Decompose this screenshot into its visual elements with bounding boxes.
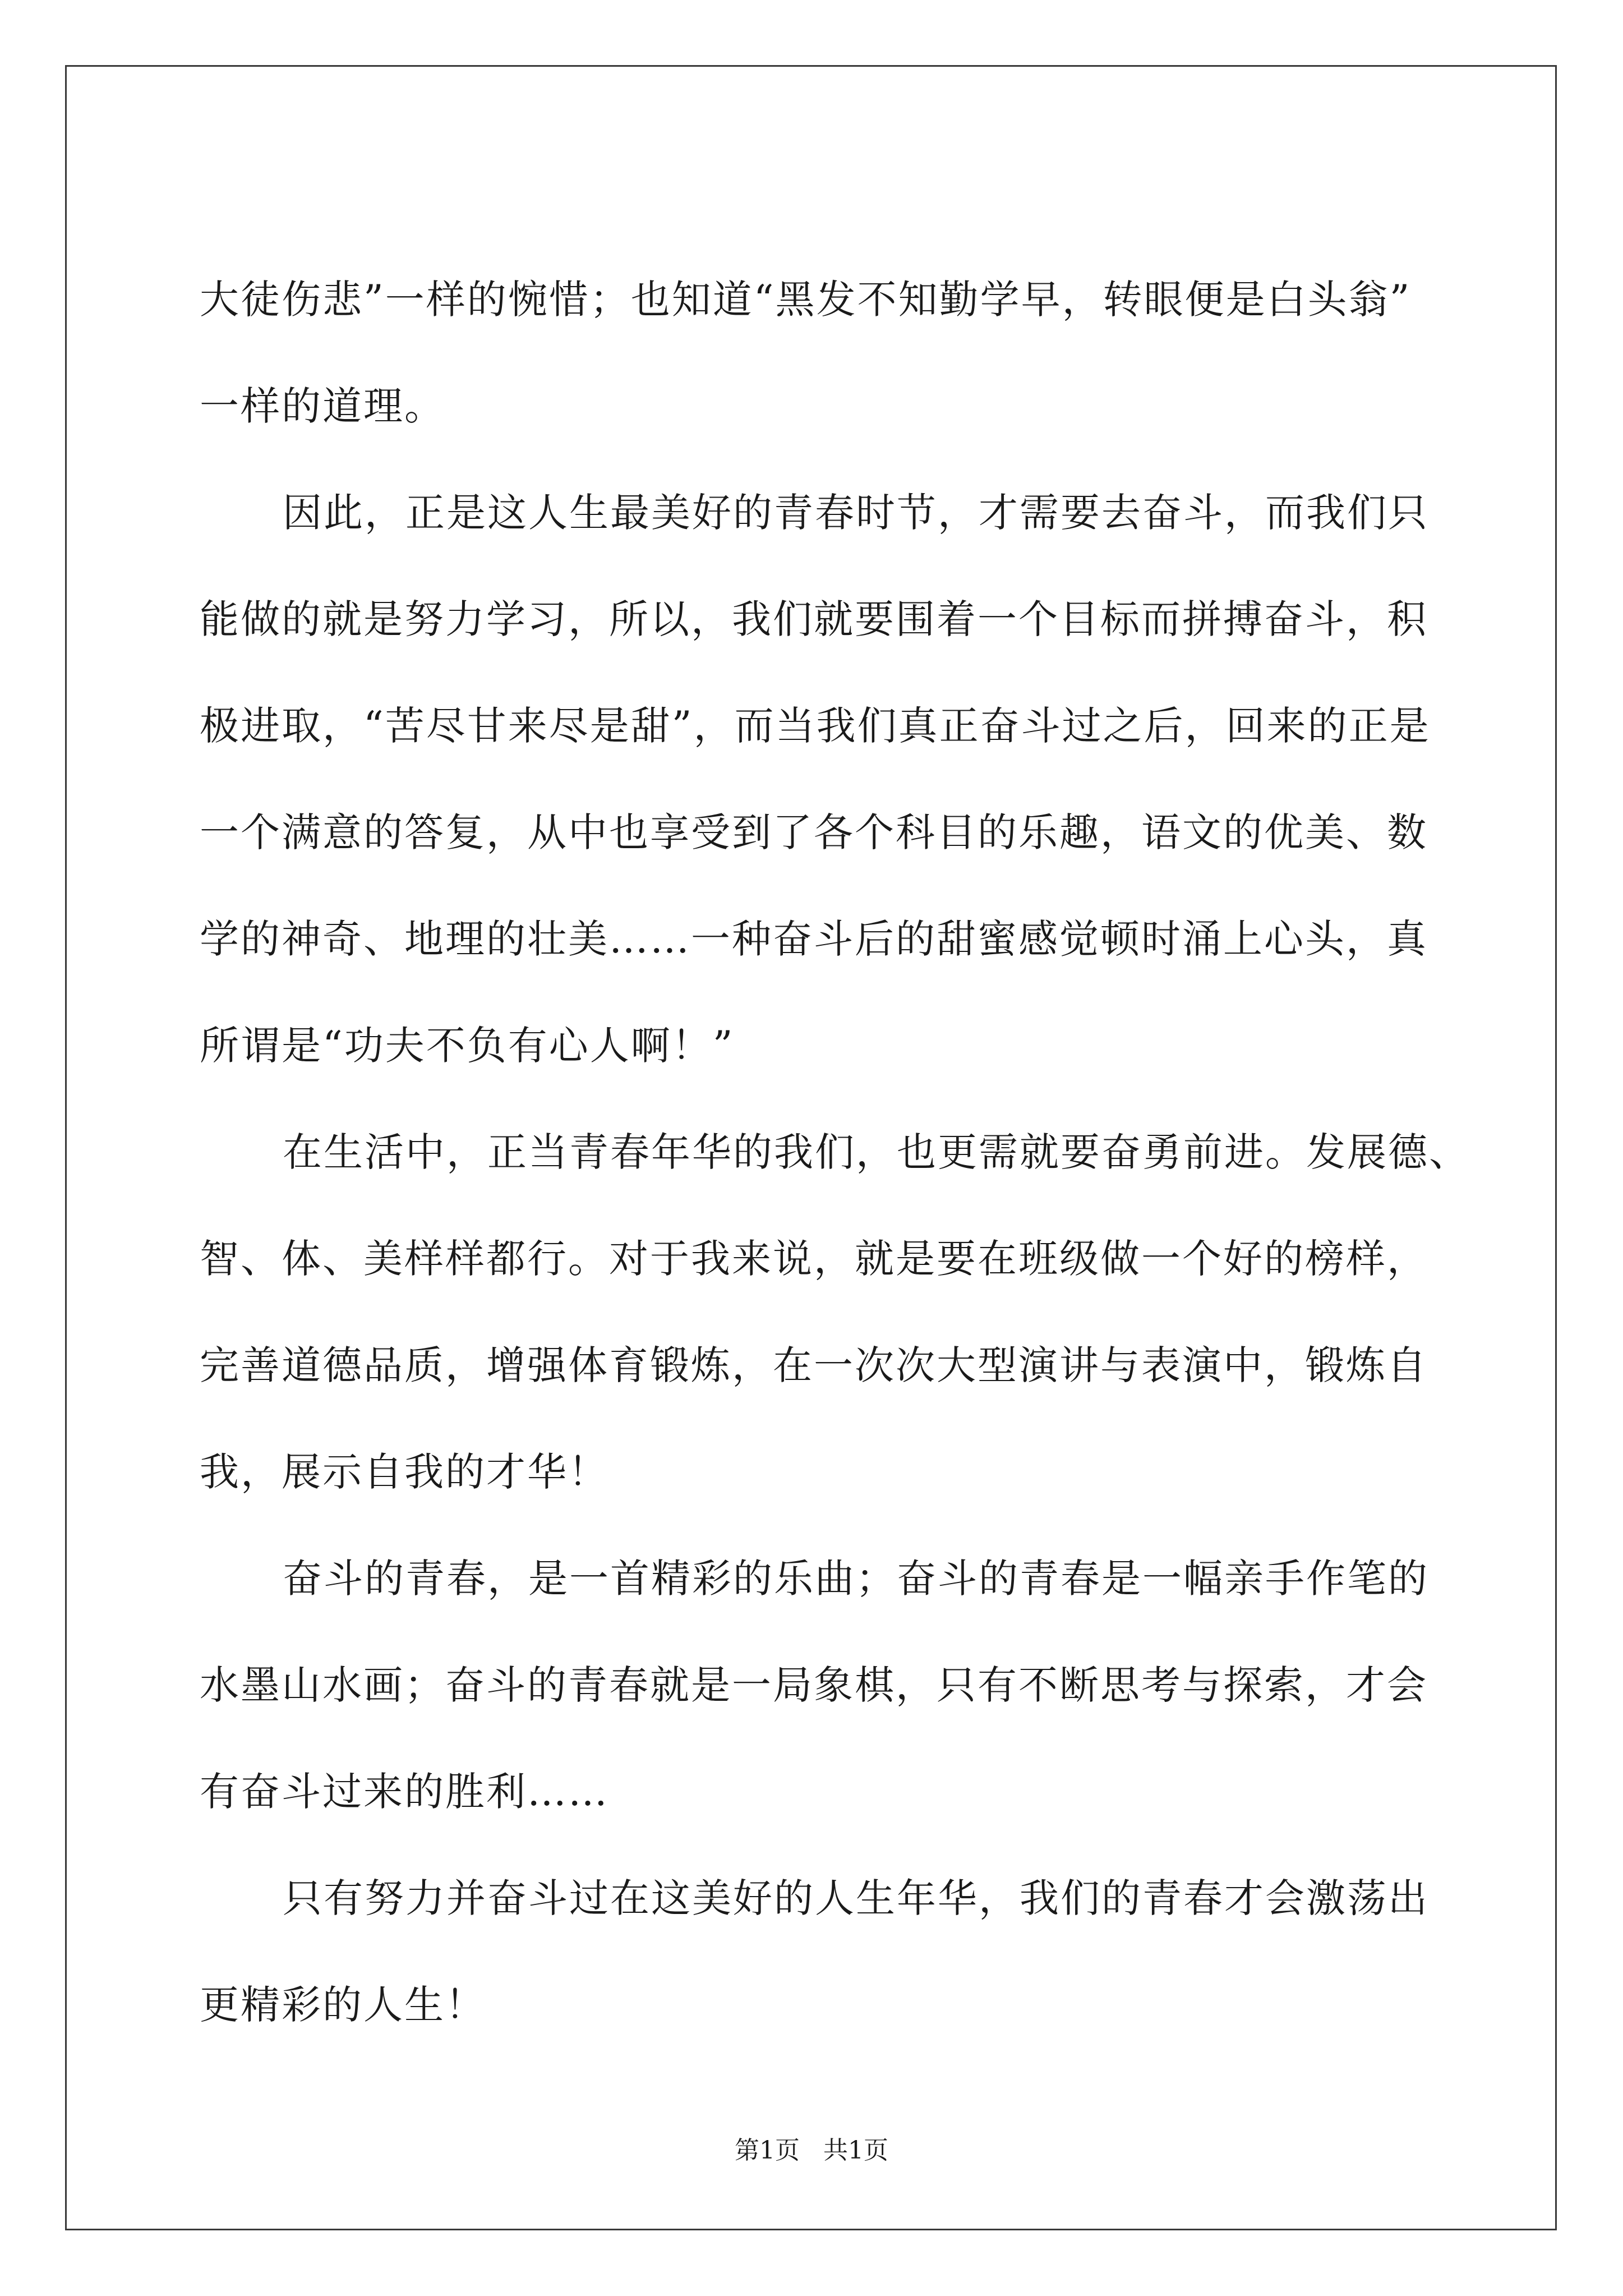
text-line: 完善道德品质，增强体育锻炼，在一次次大型演讲与表演中，锻炼自: [200, 1342, 1428, 1388]
text-line: 有奋斗过来的胜利……: [200, 1769, 609, 1815]
text-line: 能做的就是努力学习，所以，我们就要围着一个目标而拼搏奋斗，积: [200, 596, 1428, 642]
text-line: 大徒伤悲”一样的惋惜；也知道“黑发不知勤学早，转眼便是白头翁”: [200, 277, 1412, 323]
page-number: 第1页: [735, 2136, 800, 2165]
page-total: 共1页: [823, 2136, 888, 2165]
paragraph-first-line: 在生活中，正当青春年华的我们，也更需就要奋勇前进。发展德、: [283, 1129, 1470, 1175]
text-line: 学的神奇、地理的壮美……一种奋斗后的甜蜜感觉顿时涌上心头，真: [200, 916, 1428, 962]
text-line: 水墨山水画；奋斗的青春就是一局象棋，只有不断思考与探索，才会: [200, 1662, 1428, 1708]
text-line: 一样的道理。: [200, 383, 445, 429]
page-frame: [65, 65, 1557, 2230]
text-line: 一个满意的答复，从中也享受到了各个科目的乐趣，语文的优美、数: [200, 809, 1428, 855]
text-line: 更精彩的人生！: [200, 1982, 486, 2028]
paragraph-first-line: 奋斗的青春，是一首精彩的乐曲；奋斗的青春是一幅亲手作笔的: [283, 1556, 1429, 1602]
paragraph-first-line: 因此，正是这人生最美好的青春时节，才需要去奋斗，而我们只: [283, 490, 1429, 536]
text-line: 所谓是“功夫不负有心人啊！”: [200, 1023, 735, 1069]
paragraph-first-line: 只有努力并奋斗过在这美好的人生年华，我们的青春才会激荡出: [283, 1875, 1429, 1921]
text-line: 极进取，“苦尽甘来尽是甜”，而当我们真正奋斗过之后，回来的正是: [200, 703, 1431, 749]
text-line: 我，展示自我的才华！: [200, 1449, 609, 1495]
text-line: 智、体、美样样都行。对于我来说，就是要在班级做一个好的榜样，: [200, 1236, 1428, 1282]
page-footer: [0, 2135, 1623, 2166]
